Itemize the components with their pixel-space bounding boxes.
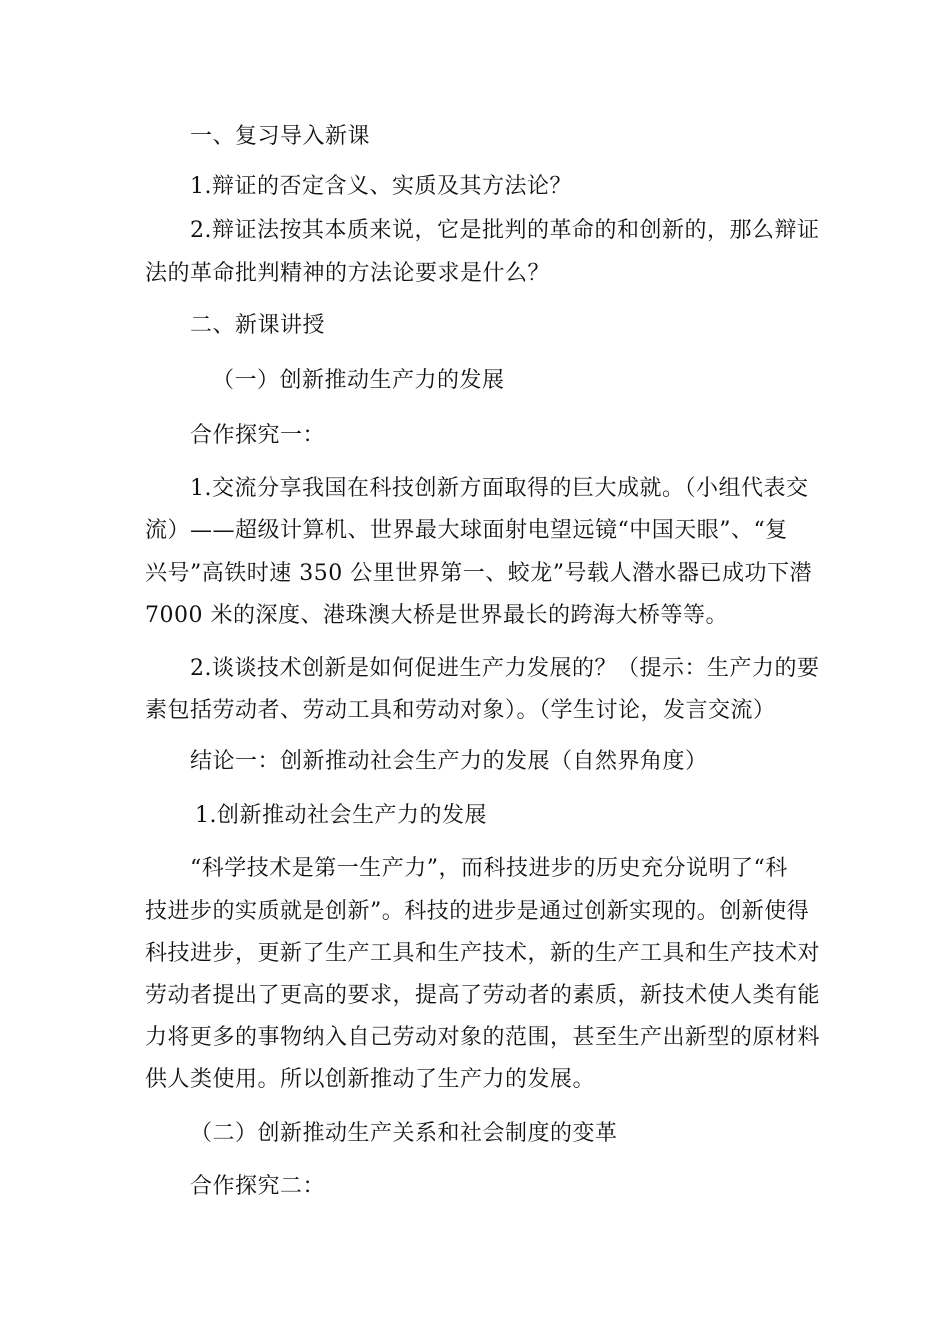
explanation-line-5: 力将更多的事物纳入自己劳动对象的范围，甚至生产出新型的原材料 [145,1025,821,1050]
explanation-line-2: 技进步的实质就是创新”。科技的进步是通过创新实现的。创新使得 [145,899,810,924]
question-1: 1.辩证的否定含义、实质及其方法论？ [190,174,572,199]
explanation-line-1: “科学技术是第一生产力”，而科技进步的历史充分说明了“科 [190,856,788,881]
subsection-heading-2: （二）创新推动生产关系和社会制度的变革 [190,1121,618,1146]
section-heading-review: 一、复习导入新课 [190,124,371,149]
conclusion-1-point-1: 1.创新推动社会生产力的发展 [195,803,487,828]
inquiry-1-item-2-line-1: 2.谈谈技术创新是如何促进生产力发展的？（提示：生产力的要 [190,656,820,681]
explanation-line-6: 供人类使用。所以创新推动了生产力的发展。 [145,1067,596,1092]
subsection-heading-1: （一）创新推动生产力的发展 [212,368,505,393]
conclusion-1: 结论一：创新推动社会生产力的发展（自然界角度） [190,749,708,774]
question-2-line-2: 法的革命批判精神的方法论要求是什么？ [145,261,551,286]
inquiry-1-item-2-line-2: 素包括劳动者、劳动工具和劳动对象）。（学生讨论，发言交流） [145,698,776,723]
inquiry-1-item-1-line-1: 1.交流分享我国在科技创新方面取得的巨大成就。（小组代表交 [190,476,809,501]
explanation-line-3: 科技进步，更新了生产工具和生产技术，新的生产工具和生产技术对 [145,941,821,966]
question-2-line-1: 2.辩证法按其本质来说，它是批判的革命的和创新的，那么辩证 [190,218,820,243]
section-heading-new-lesson: 二、新课讲授 [190,313,326,338]
cooperative-inquiry-1: 合作探究一： [190,423,326,448]
explanation-line-4: 劳动者提出了更高的要求，提高了劳动者的素质，新技术使人类有能 [145,983,821,1008]
inquiry-1-item-1-line-2: 流）——超级计算机、世界最大球面射电望远镜“中国天眼”、“复 [145,518,788,543]
inquiry-1-item-1-line-3: 兴号”高铁时速 350 公里世界第一、蛟龙”号载人潜水器已成功下潜 [145,561,812,586]
cooperative-inquiry-2: 合作探究二： [190,1174,326,1199]
inquiry-1-item-1-line-4: 7000 米的深度、港珠澳大桥是世界最长的跨海大桥等等。 [145,603,728,628]
